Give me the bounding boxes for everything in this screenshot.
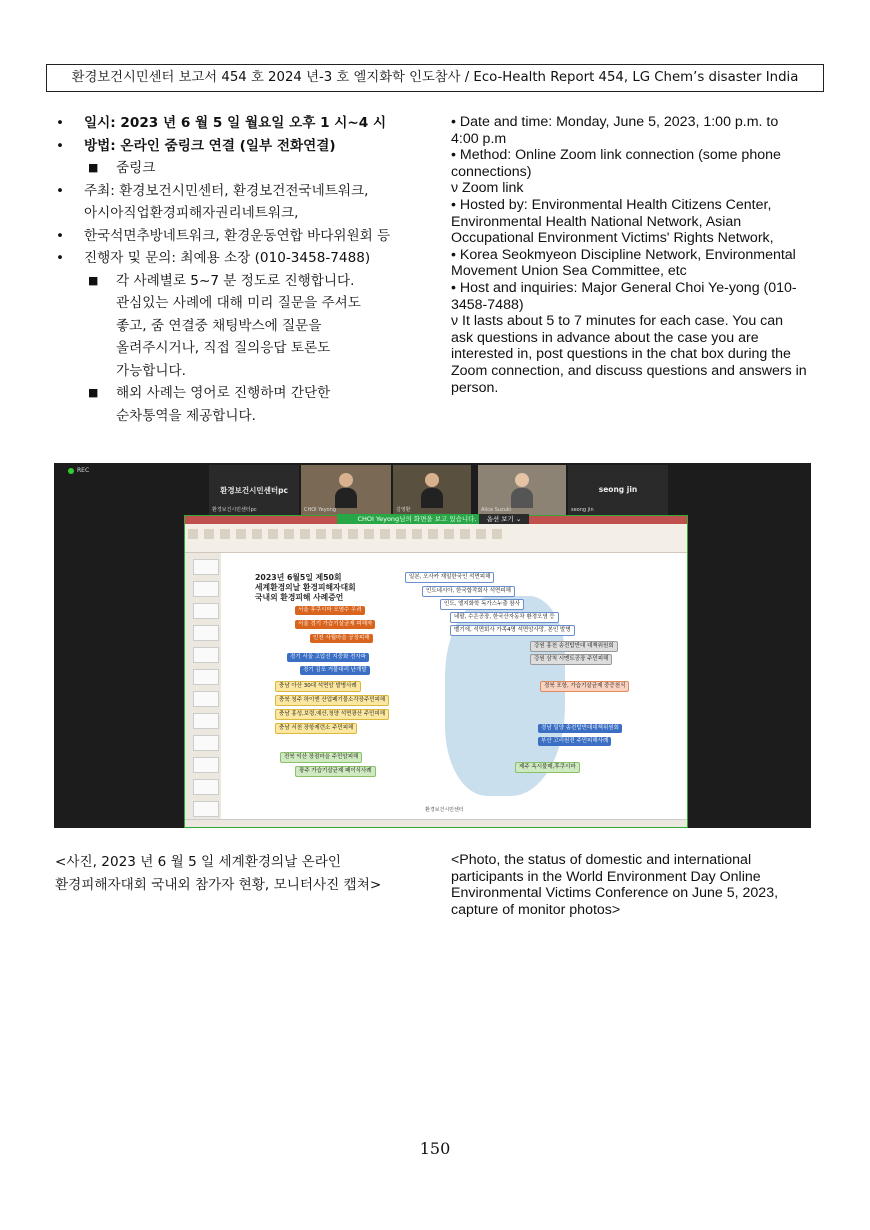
map-case-label: 인천 사월마을 공장피해 <box>310 634 373 643</box>
map-case-label: 제주 옥시불매,후쿠시마 <box>515 762 580 773</box>
korean-info-line: • 주최: 환경보건시민센터, 환경보건전국네트워크, <box>56 180 436 203</box>
participant-video-tile: CHOI Yeyong <box>301 465 391 515</box>
korean-info-line: • 한국석면추방네트워크, 환경운동연합 바다위원회 등 <box>56 225 436 248</box>
korean-info-line: 올려주시거나, 직접 질의응답 토론도 <box>116 340 331 356</box>
korean-info-line: ■ 해외 사례는 영어로 진행하며 간단한 <box>56 382 436 405</box>
korean-info-line: ■ 각 사례별로 5~7 분 정도로 진행합니다. <box>56 270 436 293</box>
map-case-label: 경기 김포 거물대리 난개발 <box>300 666 370 675</box>
map-case-label: 경남 밀양 송전탑반대대책위원회 <box>538 724 622 733</box>
english-info-line: ν Zoom link <box>451 180 524 197</box>
english-info-line: Environmental Health National Network, Asian <box>451 213 742 230</box>
map-case-label: 벨기에, 석면회사 가족4명 석면암사망, 본인 발병 <box>450 625 575 636</box>
participant-video-tile: 김영환 <box>393 465 471 515</box>
view-options-button[interactable]: 옵션 보기 ⌄ <box>479 514 529 524</box>
map-case-label: 충남 홍성,보령,예산,청양 석면광산 주민피해 <box>275 709 389 720</box>
english-info-line: connections) <box>451 163 532 180</box>
english-info-line: Movement Union Sea Committee, etc <box>451 263 687 280</box>
participant-tile: seong jin seong jin <box>568 465 668 515</box>
bullet-icon: ■ <box>88 273 99 287</box>
english-info-line: Zoom connection, and discuss questions and answers in <box>451 362 807 379</box>
map-case-label: 충남 아산 30대 석면암 발병사례 <box>275 681 361 692</box>
screen-share-notification: CHOI Yeyong님의 화면을 보고 있습니다. <box>337 514 497 524</box>
korean-info-line: • 진행자 및 문의: 최예용 소장 (010-3458-7488) <box>56 247 436 270</box>
map-credit: 환경보건시민센터 <box>425 807 464 813</box>
korean-info-line: 아시아직업환경피해자권리네트워크, <box>84 205 299 221</box>
slide-thumbnails <box>185 553 221 819</box>
participant-avatar <box>421 473 443 507</box>
bullet-icon: ■ <box>88 386 99 399</box>
participant-tile: 환경보건시민센터pc 환경보건시민센터pc <box>209 465 299 515</box>
english-info-line: 4:00 p.m <box>451 130 507 147</box>
korean-info-line: 관심있는 사례에 대해 미리 질문을 주셔도 <box>116 295 361 311</box>
english-info-line: • Date and time: Monday, June 5, 2023, 1:00 p.m. to <box>451 114 779 130</box>
map-case-label: 경기 서울 고압선 지중화 전자파 <box>287 653 369 662</box>
map-case-label: 충남 서천 장항제련소 주민피해 <box>275 723 357 734</box>
english-info-line: • Method: Online Zoom link connection (some phone <box>451 147 781 164</box>
map-case-label: 광주 가습기살균제 폐이식사례 <box>295 766 376 777</box>
bullet-icon: • <box>56 137 65 154</box>
map-case-label: 강원 홍천 송전탑반대 대책위원회 <box>530 641 618 652</box>
map-case-label: 인도, 엘지화학 독가스누출 참사 <box>440 599 524 610</box>
english-info-line: • Korea Seokmyeon Discipline Network, Environmental <box>451 246 796 263</box>
participant-video-tile: Alice Suzuki <box>478 465 566 515</box>
bullet-icon: • <box>56 115 65 131</box>
map-case-label: 부산 고리원전 주민피해사례 <box>538 737 611 746</box>
bullet-icon: • <box>56 227 65 244</box>
page-number: 150 <box>419 1139 451 1158</box>
korean-info-line: 좋고, 줌 연결중 채팅박스에 질문을 <box>116 317 322 334</box>
ppt-statusbar <box>185 819 687 827</box>
english-info-line: ask questions in advance about the case you are <box>451 329 759 346</box>
participant-avatar <box>511 473 533 507</box>
map-case-label: 전북 익산 장점마을 주민암피해 <box>280 752 362 763</box>
slide-title: 2023년 6월5일 제50회 <box>255 573 342 582</box>
korean-caption: <사진, 2023 년 6 월 5 일 세계환경의날 온라인 환경피해자대회 국내외 참가자 현황, 모니터사진 캡쳐> <box>55 854 382 893</box>
english-info-line: ν It lasts about 5 to 7 minutes for each case. You can <box>451 313 784 330</box>
english-info-line: Occupational Environment Victims' Rights Network, <box>451 230 774 247</box>
map-case-label: 충북 청주 하이엔 산업폐기물소각장주민피해 <box>275 695 389 706</box>
bullet-icon: • <box>56 182 65 199</box>
map-case-label: 일본, 오사카 재일한국인 석면피해 <box>405 572 494 583</box>
korean-info-line: 가능합니다. <box>116 362 186 379</box>
korean-info-line: ■ 줌링크 <box>56 157 436 180</box>
korean-info-line: • 일시: 2023 년 6 월 5 일 월요일 오후 1 시~4 시 <box>56 112 436 135</box>
report-header: 환경보건시민센터 보고서 454 호 2024 년-3 호 엘지화학 인도참사 / Eco-Health Report 454, LG Chem’s disaster India <box>46 64 824 92</box>
shared-presentation <box>184 515 688 828</box>
korean-info-line: • 방법: 온라인 줌링크 연결 (일부 전화연결) <box>56 135 436 158</box>
map-case-label: 인도네시아, 한국합작회사 석면피해 <box>422 586 515 597</box>
english-info-line: interested in, post questions in the chat box during the <box>451 346 791 363</box>
english-info-line: • Hosted by: Environmental Health Citizens Center, <box>451 196 772 213</box>
rec-indicator: REC <box>68 467 89 474</box>
korean-info-line: 순차통역을 제공합니다. <box>116 407 256 424</box>
bullet-icon: • <box>56 250 65 266</box>
slide-canvas <box>225 556 673 820</box>
map-case-label: 서울 경기 가습기살균제 피해자 <box>295 620 375 629</box>
english-info-line: • Host and inquiries: Major General Choi Ye-yong (010- <box>451 279 797 296</box>
participant-avatar <box>335 473 357 507</box>
zoom-screenshot <box>54 463 811 828</box>
english-info-line: 3458-7488) <box>451 296 524 313</box>
map-case-label: 서울 후쿠시마 오염수 우려 <box>295 606 365 615</box>
korean-event-info <box>56 112 436 427</box>
english-event-info <box>451 114 831 396</box>
slide-title: 세계환경의날 환경피해자대회 <box>255 583 356 592</box>
slide-title: 국내외 환경피해 사례증언 <box>255 593 344 602</box>
english-caption: <Photo, the status of domestic and international participants in the World Environment Day Online Environmental Victims Conference on June 5, 2023, capture of monitor photos> <box>451 852 779 918</box>
bullet-icon: ■ <box>88 161 99 174</box>
map-case-label: 강원 삼척 시멘트공장 주민피해 <box>530 654 612 665</box>
map-case-label: 네팔, 수은공장, 한국산자동차 환경오염 등 <box>450 612 559 623</box>
map-case-label: 경북 포항, 가습기살균제 중증천식 <box>540 681 629 692</box>
english-info-line: person. <box>451 379 499 396</box>
